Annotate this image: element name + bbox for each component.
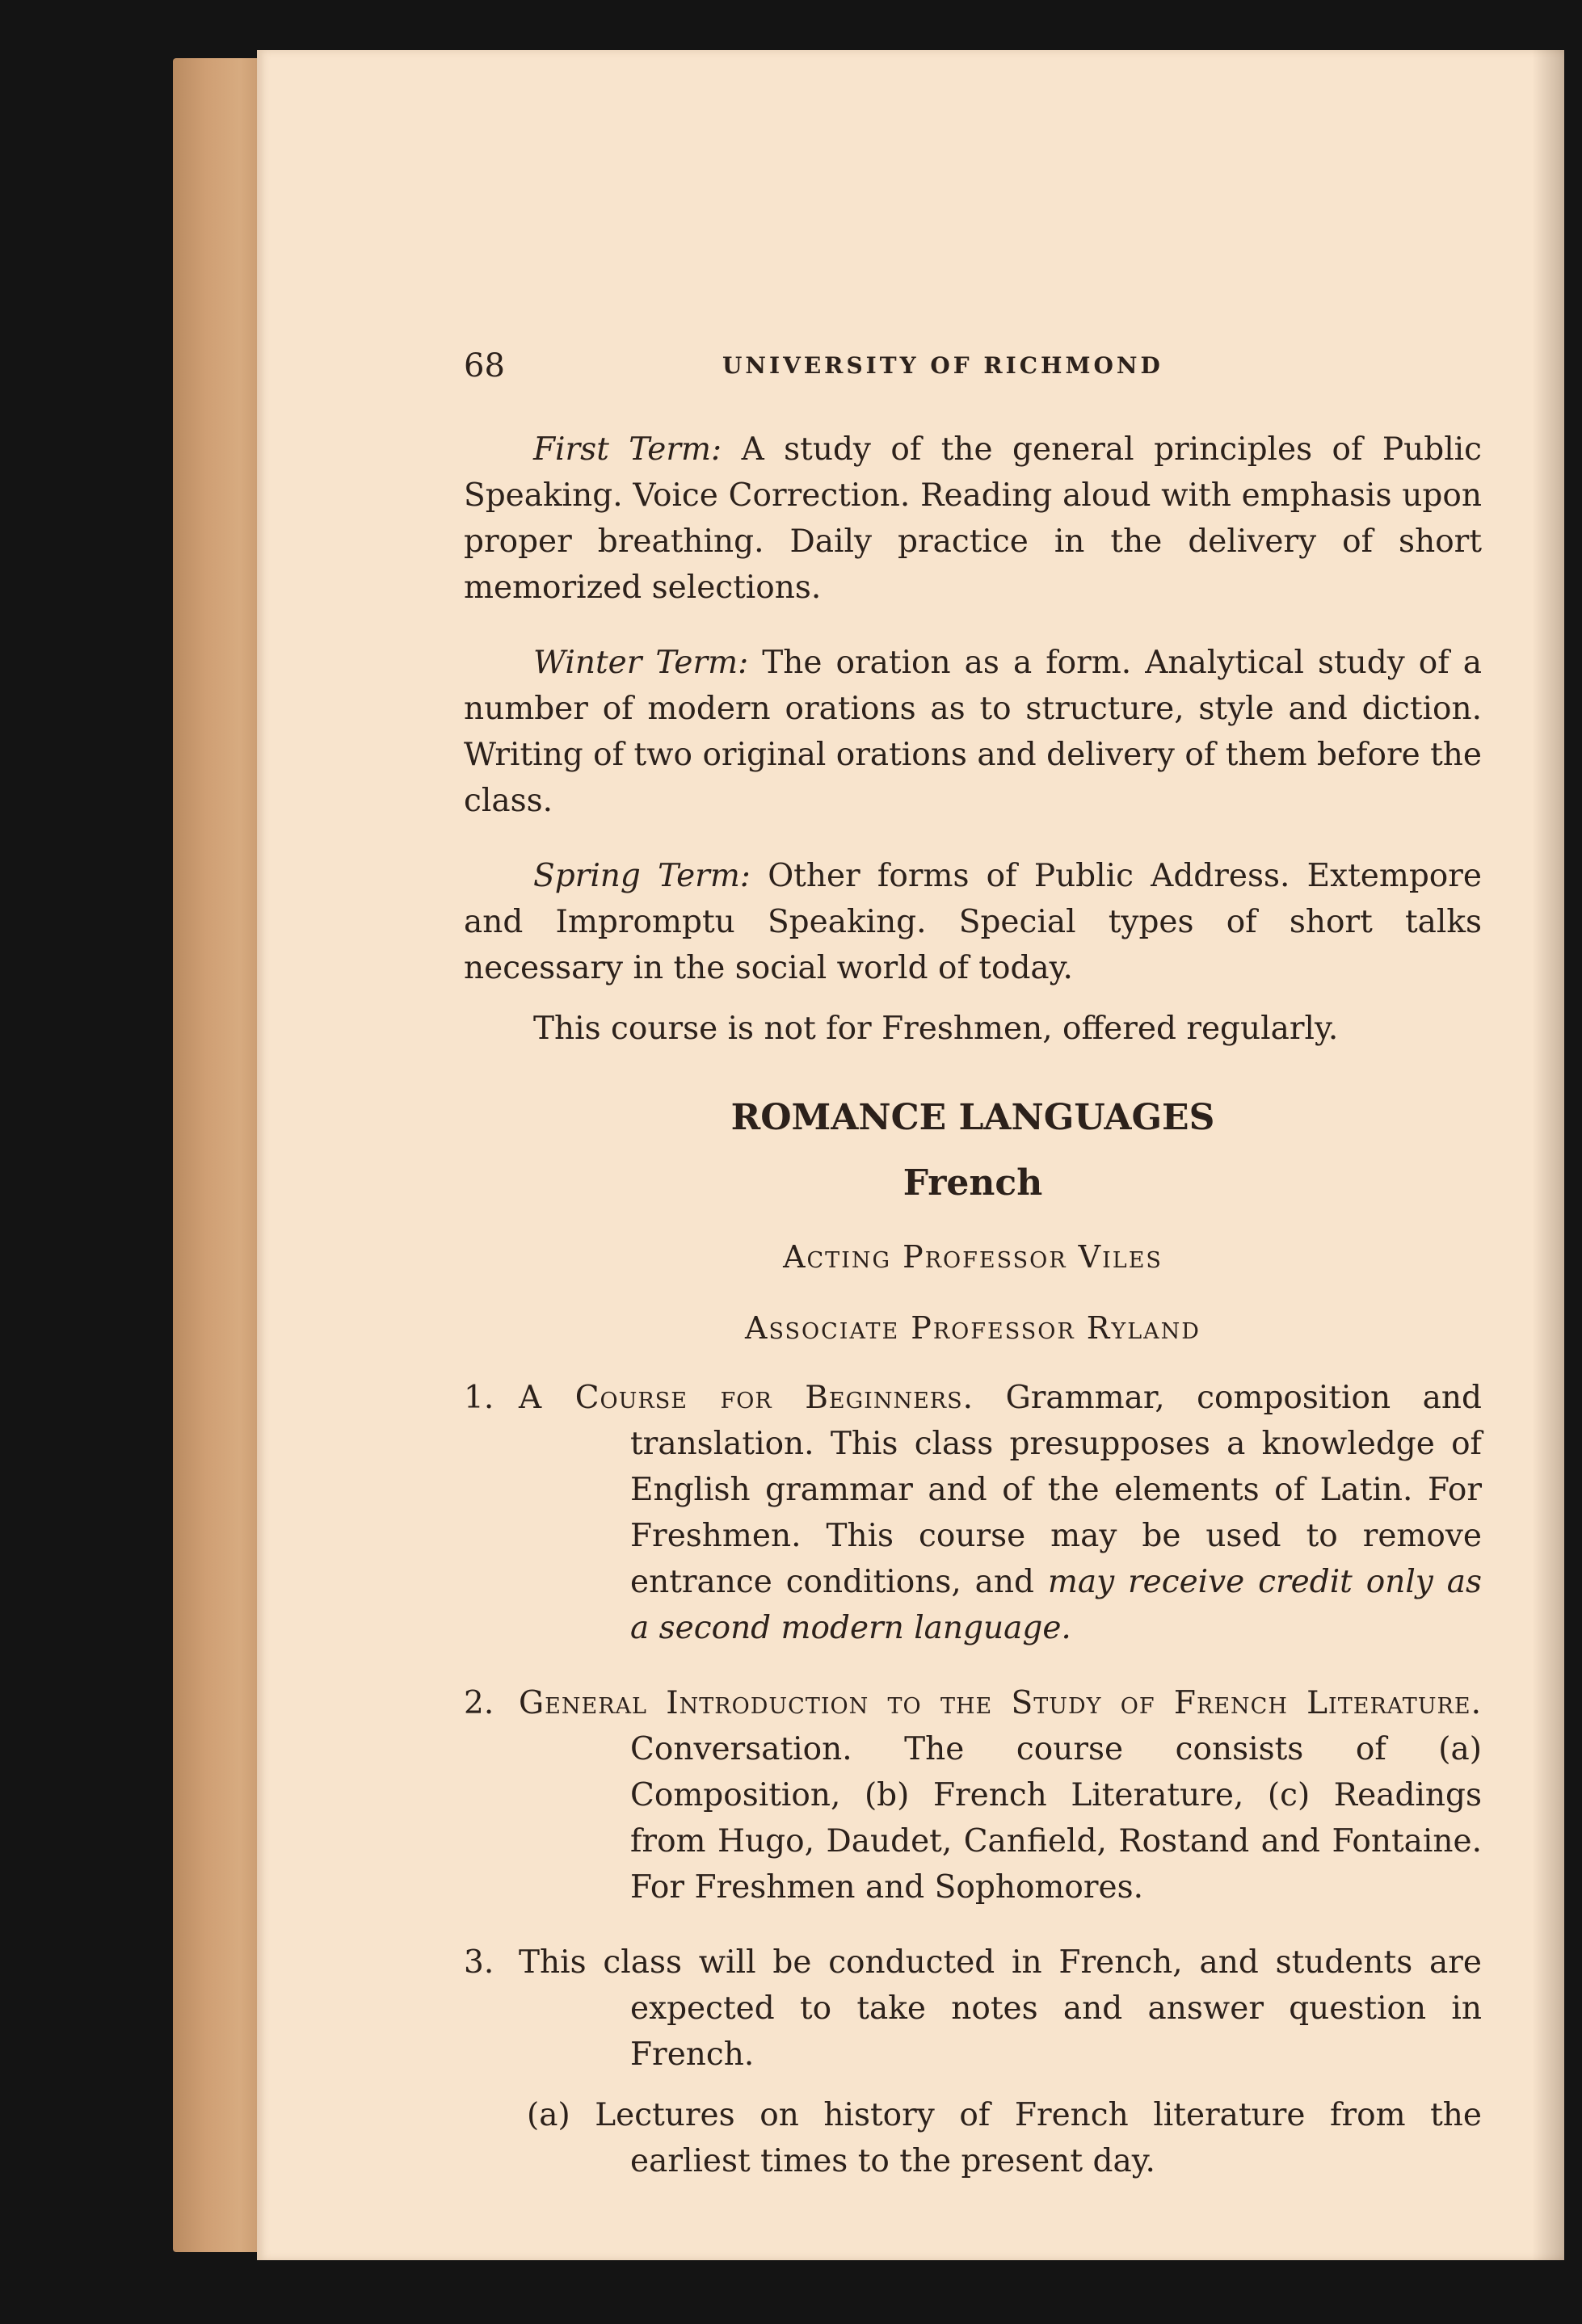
course-item (464, 1680, 1482, 1910)
first-term-text: A study of the general principles of Public Speaking. Voice Correction. Reading aloud with emphasis upon proper breathing. Daily practice in the delivery of short memorized selections. (464, 431, 1482, 606)
course-description: Grammar, composition and translation. This class presupposes a knowledge of English grammar and of the elements of Latin. For Freshmen. This course may be used to remove entrance conditions, and (630, 1380, 1482, 1600)
section-title: ROMANCE LANGUAGES (730, 1097, 1215, 1138)
course-description: This class will be conducted in French, and students are expected to take notes and answer question in French. (519, 1944, 1482, 2073)
page-text (464, 347, 1482, 2184)
course-number: 3. (464, 1944, 494, 1981)
page-number: 68 (464, 347, 505, 385)
sub-item-text: Lectures on history of French literature from the earliest times to the present day. (595, 2097, 1483, 2179)
book-page (257, 50, 1564, 2260)
course-note: This course is not for Freshmen, offered regularly. (533, 1011, 1339, 1047)
sub-item-label: (a) (527, 2097, 570, 2133)
subsection-title: French (902, 1162, 1043, 1204)
course-title: General Introduction to the Study of French Literature. (519, 1685, 1482, 1721)
spring-term-label: Spring Term: (533, 858, 751, 894)
sub-item (464, 2092, 1482, 2184)
spring-term-paragraph (464, 853, 1482, 991)
course-emphasis: may receive credit only as a second modern language. (630, 1564, 1482, 1646)
course-number: 1. (464, 1380, 494, 1416)
page-edge (173, 58, 268, 2252)
course-item (464, 1375, 1482, 1651)
winter-term-label: Winter Term: (533, 645, 749, 681)
course-description: Conversation. The course consists of (a) Composition, (b) French Literature, (c) Readings from Hugo, Daudet, Canfield, Rostand and Fontaine. For Freshmen and Sophomores. (630, 1731, 1482, 1906)
faculty-associate-professor: Associate Professor Ryland (745, 1310, 1201, 1346)
course-title: A Course for Beginners. (519, 1380, 974, 1416)
winter-term-text: The oration as a form. Analytical study of a number of modern orations as to structure, style and diction. Writing of two original orations and delivery of them before the class. (464, 645, 1482, 819)
running-head: UNIVERSITY OF RICHMOND (722, 352, 1163, 379)
faculty-acting-professor: Acting Professor Viles (783, 1239, 1163, 1275)
page-header (464, 347, 1482, 412)
course-number: 2. (464, 1685, 494, 1721)
course-item (464, 1939, 1482, 2078)
first-term-paragraph (464, 427, 1482, 611)
spring-term-text: Other forms of Public Address. Extempore and Impromptu Speaking. Special types of short talks necessary in the social world of today. (464, 858, 1483, 986)
page-gutter-shadow (1532, 50, 1564, 2260)
first-term-label: First Term: (533, 431, 722, 468)
winter-term-paragraph (464, 640, 1482, 824)
